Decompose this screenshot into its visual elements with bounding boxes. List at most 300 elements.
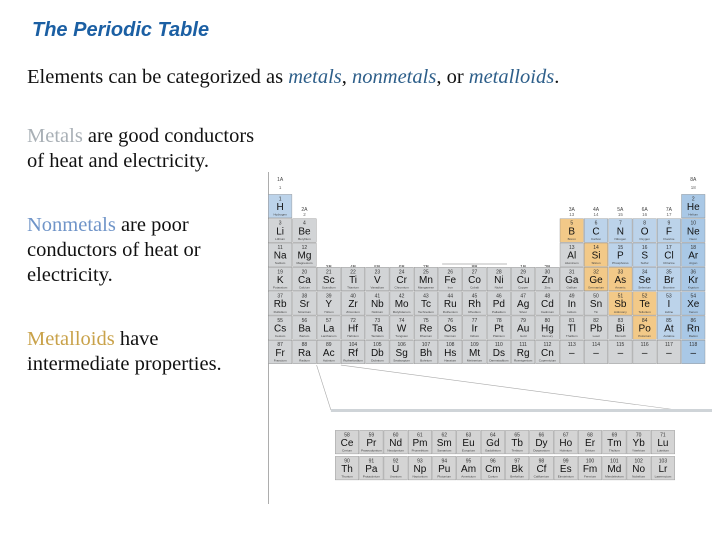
atomic-number: 1 [278, 196, 282, 203]
element-symbol: Rb [273, 299, 287, 311]
element-symbol: Na [273, 250, 287, 262]
atomic-number: 24 [398, 269, 405, 276]
atomic-number: 86 [690, 317, 697, 324]
element-symbol: C [592, 226, 600, 238]
description-line: intermediate properties. [27, 353, 222, 375]
element-symbol: Lu [657, 438, 669, 449]
element-name: Gold [519, 334, 527, 339]
element-name: Lanthanum [321, 334, 337, 339]
element-cell-Ca [293, 267, 317, 291]
element-symbol: Kr [688, 274, 699, 286]
element-cell-Sm [433, 430, 457, 454]
element-symbol: Tm [607, 438, 622, 449]
periodic-table-image [268, 172, 712, 504]
element-name: Roentgenium [513, 358, 533, 363]
element-cell-Sn [584, 292, 608, 316]
slide-title: The Periodic Table [32, 19, 210, 41]
element-cell-Cs [268, 316, 292, 340]
element-symbol: Ne [686, 226, 700, 238]
element-symbol: Ar [688, 250, 699, 262]
atomic-number: 19 [277, 269, 283, 276]
element-name: Samarium [437, 448, 452, 453]
element-cell-Ga [560, 267, 584, 291]
element-cell-Au [511, 316, 535, 340]
element-symbol: Tc [420, 299, 431, 311]
element-symbol: No [632, 464, 646, 475]
element-symbol: Ac [322, 347, 335, 359]
element-name: Polonium [638, 334, 652, 339]
element-symbol: Th [341, 464, 353, 475]
element-symbol: Db [370, 347, 384, 359]
element-name: Gadolinium [485, 448, 501, 453]
element-cell-Tb [505, 430, 529, 454]
element-symbol: Pu [438, 464, 451, 475]
atomic-number: 114 [592, 342, 601, 349]
atomic-number: 57 [325, 317, 332, 324]
group-label: 6A [641, 207, 648, 213]
element-name: Magnesium [296, 261, 313, 266]
element-name: Iron [447, 285, 453, 290]
element-symbol: Dy [535, 438, 548, 449]
element-cell-Rh [463, 292, 487, 316]
atomic-number: 8 [643, 220, 647, 227]
atomic-number: 4 [303, 220, 306, 227]
element-name: Arsenic [615, 285, 626, 290]
element-cell-Be [293, 219, 317, 243]
description-line: electricity. [27, 264, 113, 286]
element-name: Europium [461, 448, 476, 453]
atomic-number: 100 [585, 458, 595, 465]
atomic-number: 15 [617, 245, 624, 251]
element-name: Tantalum [371, 334, 384, 339]
element-name: Cerium [342, 448, 353, 453]
atomic-number: 34 [641, 269, 648, 276]
element-name: Aluminum [564, 261, 579, 266]
element-name: Neodymium [387, 448, 404, 453]
element-cell-Dy [530, 430, 554, 454]
element-cell-Os [439, 316, 463, 340]
intro-text: Elements can be categorized as [27, 66, 289, 88]
atomic-number: 85 [666, 317, 672, 324]
atomic-number: 67 [562, 432, 569, 439]
atomic-number: 21 [325, 269, 332, 276]
element-name: Radium [299, 358, 310, 363]
atomic-number: 18 [690, 245, 697, 251]
element-name: Cesium [274, 334, 286, 339]
element-name: Lead [592, 334, 600, 339]
group-number: 18 [690, 185, 696, 190]
description-line [27, 213, 201, 238]
atomic-number: 40 [350, 293, 356, 300]
atomic-number: 25 [423, 269, 429, 276]
element-symbol: Ce [340, 438, 354, 449]
atomic-number: 48 [544, 293, 551, 300]
element-symbol: In [567, 299, 576, 311]
atomic-number: 5 [570, 220, 574, 227]
element-cell-Ac [317, 340, 341, 364]
element-cell-Cn [536, 340, 560, 364]
f-block-connector [317, 365, 331, 410]
metalloids-description [27, 327, 222, 377]
description-line: of heat and electricity. [27, 150, 209, 172]
element-symbol: Ni [494, 274, 504, 286]
element-name: Manganese [417, 285, 435, 290]
atomic-number: 28 [496, 269, 502, 276]
element-name: Tungsten [395, 334, 409, 339]
element-name: Ytterbium [632, 448, 646, 453]
atomic-number: 96 [490, 458, 496, 465]
group-number: 14 [593, 212, 599, 217]
element-symbol: Fr [275, 347, 285, 359]
element-cell-Yb [627, 430, 651, 454]
atomic-number: 112 [543, 342, 552, 349]
atomic-number: 73 [374, 317, 381, 324]
atomic-number: 14 [593, 245, 599, 251]
atomic-number: 74 [398, 317, 405, 324]
element-name: Chromium [394, 285, 409, 290]
element-cell-H [268, 194, 292, 218]
element-name: Hassium [444, 358, 457, 363]
nonmetals-description [27, 213, 201, 288]
element-cell-O [633, 219, 657, 243]
element-name: Radon [688, 334, 698, 339]
element-name: Rhodium [468, 309, 481, 314]
element-name: Americium [461, 474, 476, 479]
element-cell-Pu [433, 456, 457, 480]
element-symbol: Ag [517, 299, 530, 311]
atomic-number: 43 [423, 293, 429, 300]
element-name: Mercury [541, 334, 554, 339]
element-symbol: Pr [366, 438, 377, 449]
element-cell-Kr [682, 267, 706, 291]
element-cell-Mo [390, 292, 414, 316]
atomic-number: 13 [568, 245, 575, 251]
element-cell-Pa [360, 456, 384, 480]
element-symbol: Hs [444, 347, 457, 359]
atomic-number: 53 [666, 293, 672, 300]
keyword-metalloids: metalloids [468, 66, 555, 88]
element-symbol: Ds [492, 347, 505, 359]
element-symbol: N [616, 226, 624, 238]
element-name: Thulium [608, 448, 620, 453]
atomic-number: 41 [374, 293, 381, 300]
element-cell-Ge [584, 267, 608, 291]
group-number: 13 [569, 212, 575, 217]
element-name: Platinum [492, 334, 505, 339]
element-name: Terbium [511, 448, 523, 453]
element-symbol: Ga [565, 274, 579, 286]
element-cell-B [560, 219, 584, 243]
element-symbol: Y [325, 299, 333, 311]
element-name: Sodium [274, 261, 286, 266]
element-cell-Zn [536, 267, 560, 291]
element-cell-Xe [682, 292, 706, 316]
element-cell-Tc [414, 292, 438, 316]
element-name: Barium [299, 334, 310, 339]
element-symbol: Ir [471, 323, 478, 335]
element-name: Oxygen [639, 236, 650, 241]
element-cell-Li [268, 219, 292, 243]
element-symbol: Ho [559, 438, 573, 449]
element-name: Darmstadtium [489, 358, 509, 363]
element-cell-U [384, 456, 408, 480]
element-cell-Na [268, 243, 292, 267]
element-cell-Te [633, 292, 657, 316]
element-name: Molybdenum [392, 309, 411, 314]
atomic-number: 95 [465, 458, 472, 465]
description-line: conductors of heat or [27, 239, 201, 261]
element-symbol: P [617, 250, 624, 262]
element-name: Argon [689, 261, 698, 266]
element-symbol: Mn [418, 274, 433, 286]
group-number: 1 [278, 185, 282, 190]
atomic-number: 49 [568, 293, 575, 300]
group-label: 8A [690, 177, 697, 183]
element-symbol: Am [461, 464, 477, 475]
element-name: Francium [273, 358, 287, 363]
atomic-number: 116 [640, 342, 649, 349]
element-cell-Ds [487, 340, 511, 364]
element-name: Actinium [322, 358, 335, 363]
element-cell-Se [633, 267, 657, 291]
atomic-number: 118 [689, 342, 698, 349]
element-name: Germanium [587, 285, 605, 290]
element-symbol: Np [413, 464, 427, 475]
element-symbol: Re [419, 323, 433, 335]
atomic-number: 98 [538, 458, 545, 465]
element-cell-Sc [317, 267, 341, 291]
atomic-number: 22 [350, 269, 356, 276]
element-name: Boron [567, 236, 576, 241]
atomic-number: 102 [634, 458, 643, 465]
element-cell-Bk [505, 456, 529, 480]
element-name: Niobium [371, 309, 384, 314]
element-cell-Ta [366, 316, 390, 340]
element-symbol: Br [663, 274, 674, 286]
element-name: Fermium [583, 474, 597, 479]
group-label: 1A [277, 177, 284, 183]
element-name: Hydrogen [273, 212, 287, 217]
group-label: 4A [592, 207, 600, 213]
element-symbol: – [617, 347, 624, 359]
element-cell-Al [560, 243, 584, 267]
element-name: Lutetium [657, 448, 669, 453]
element-name: Yttrium [323, 309, 334, 314]
element-cell-Ne [682, 219, 706, 243]
element-name: Tellurium [638, 309, 651, 314]
atomic-number: 2 [691, 196, 695, 203]
element-symbol: Pt [494, 323, 504, 335]
element-cell-116 [633, 340, 657, 364]
element-name: Beryllium [298, 236, 311, 241]
element-cell-In [560, 292, 584, 316]
element-symbol: He [686, 202, 700, 213]
element-cell-Eu [457, 430, 481, 454]
element-symbol: – [568, 347, 575, 359]
atomic-number: 79 [520, 317, 526, 324]
atomic-number: 60 [392, 432, 399, 439]
element-name: Xenon [688, 309, 698, 314]
element-cell-Nb [366, 292, 390, 316]
element-symbol: Es [559, 464, 572, 475]
element-symbol: Er [585, 438, 596, 449]
atomic-number: 39 [325, 293, 332, 300]
element-symbol: Bh [419, 347, 433, 359]
element-symbol: Cl [664, 250, 674, 262]
atomic-number: 6 [594, 220, 598, 227]
atomic-number: 70 [635, 432, 642, 439]
metals-description [27, 124, 254, 174]
element-symbol: Ba [298, 323, 311, 335]
element-symbol: Rh [468, 299, 481, 311]
element-symbol: Se [638, 274, 651, 286]
element-cell-Zr [341, 292, 365, 316]
element-symbol: Zn [541, 274, 554, 286]
element-name: Selenium [638, 285, 652, 290]
element-symbol: Pb [589, 323, 603, 335]
element-cell-Lr [651, 456, 675, 480]
element-cell-Ti [341, 267, 365, 291]
atomic-number: 88 [301, 342, 308, 349]
element-symbol: Bk [511, 464, 523, 475]
element-name: Copernicium [538, 358, 557, 363]
intro-text: , or [436, 66, 469, 88]
atomic-number: 71 [660, 432, 666, 439]
element-symbol: Ta [372, 323, 383, 335]
atomic-number: 78 [496, 317, 502, 324]
description-text: have [114, 328, 159, 350]
element-cell-Ce [335, 430, 359, 454]
keyword-metals: metals [288, 66, 342, 88]
element-name: Bromine [663, 285, 675, 290]
atomic-number: 94 [441, 458, 448, 465]
description-line [27, 327, 222, 352]
element-cell-Gd [481, 430, 505, 454]
element-symbol: La [323, 323, 335, 335]
element-symbol: Al [567, 250, 577, 262]
atomic-number: 111 [519, 342, 527, 349]
element-cell-K [268, 267, 292, 291]
element-cell-Cr [390, 267, 414, 291]
atomic-number: 92 [392, 458, 399, 465]
atomic-number: 3 [278, 220, 282, 227]
element-name: Erbium [585, 448, 595, 453]
atomic-number: 91 [368, 458, 375, 465]
element-symbol: Lr [658, 464, 668, 475]
element-name: Phosphorus [612, 261, 629, 266]
element-cell-Bh [414, 340, 438, 364]
atomic-number: 76 [447, 317, 454, 324]
atomic-number: 113 [567, 342, 576, 349]
element-symbol: O [640, 226, 649, 238]
element-cell-Si [584, 243, 608, 267]
element-symbol: Fm [582, 464, 598, 475]
element-cell-La [317, 316, 341, 340]
element-name: Iodine [664, 309, 674, 314]
atomic-number: 66 [538, 432, 545, 439]
element-name: Technetium [418, 309, 434, 314]
element-symbol: Ra [298, 347, 311, 359]
element-symbol: Ru [443, 299, 457, 311]
description-line [27, 124, 254, 149]
element-cell-At [657, 316, 681, 340]
element-cell-Re [414, 316, 438, 340]
element-cell-S [633, 243, 657, 267]
element-name: Cadmium [540, 309, 555, 314]
element-name: Neptunium [412, 474, 428, 479]
element-name: Protactinium [362, 474, 380, 479]
atomic-number: 51 [617, 293, 624, 300]
element-cell-Bi [609, 316, 633, 340]
element-name: Nickel [494, 285, 504, 290]
element-cell-Cl [657, 243, 681, 267]
element-name: Meitnerium [466, 358, 483, 363]
atomic-number: 82 [593, 317, 599, 324]
atomic-number: 35 [666, 269, 672, 276]
element-cell-Ni [487, 267, 511, 291]
element-symbol: Ge [589, 274, 603, 286]
atomic-number: 7 [618, 220, 622, 227]
element-name: Neon [689, 236, 697, 241]
group-label: 2A [301, 207, 308, 213]
element-name: Antimony [613, 309, 627, 314]
element-cell-Nd [384, 430, 408, 454]
atomic-number: 90 [344, 458, 350, 465]
atomic-number: 104 [348, 342, 358, 349]
element-cell-Rf [341, 340, 365, 364]
atomic-number: 80 [544, 317, 551, 324]
element-cell-Md [603, 456, 627, 480]
element-name: Palladium [492, 309, 506, 314]
element-cell-Th [335, 456, 359, 480]
element-name: Carbon [590, 236, 602, 241]
element-symbol: Xe [687, 299, 700, 311]
intro-text: . [554, 66, 560, 88]
element-name: Thorium [341, 474, 353, 479]
atomic-number: 50 [593, 293, 599, 300]
element-symbol: Pa [365, 464, 378, 475]
atomic-number: 69 [611, 432, 618, 439]
atomic-number: 42 [398, 293, 405, 300]
element-symbol: I [667, 299, 671, 311]
atomic-number: 101 [610, 458, 619, 465]
element-symbol: Po [638, 323, 651, 335]
element-symbol: Cm [485, 464, 501, 475]
group-number: 15 [617, 212, 623, 217]
element-cell-V [366, 267, 390, 291]
element-name: Berkelium [510, 474, 525, 479]
element-symbol: U [392, 464, 400, 475]
element-symbol: Be [298, 226, 311, 238]
description-text: are good conductors [82, 125, 255, 147]
atomic-number: 29 [520, 269, 526, 276]
element-name: Vanadium [370, 285, 385, 290]
atomic-number: 64 [490, 432, 496, 439]
keyword-nonmetals: nonmetals [352, 66, 437, 88]
element-cell-Rb [268, 292, 292, 316]
element-symbol: Hg [541, 323, 554, 335]
element-symbol: Te [639, 299, 650, 311]
element-cell-F [657, 219, 681, 243]
element-cell-Lu [651, 430, 675, 454]
element-name: Ruthenium [442, 309, 458, 314]
element-cell-Pm [408, 430, 432, 454]
atomic-number: 44 [447, 293, 454, 300]
element-cell-Db [366, 340, 390, 364]
atomic-number: 11 [277, 245, 283, 251]
f-block-connector [341, 365, 677, 410]
element-cell-Hs [439, 340, 463, 364]
